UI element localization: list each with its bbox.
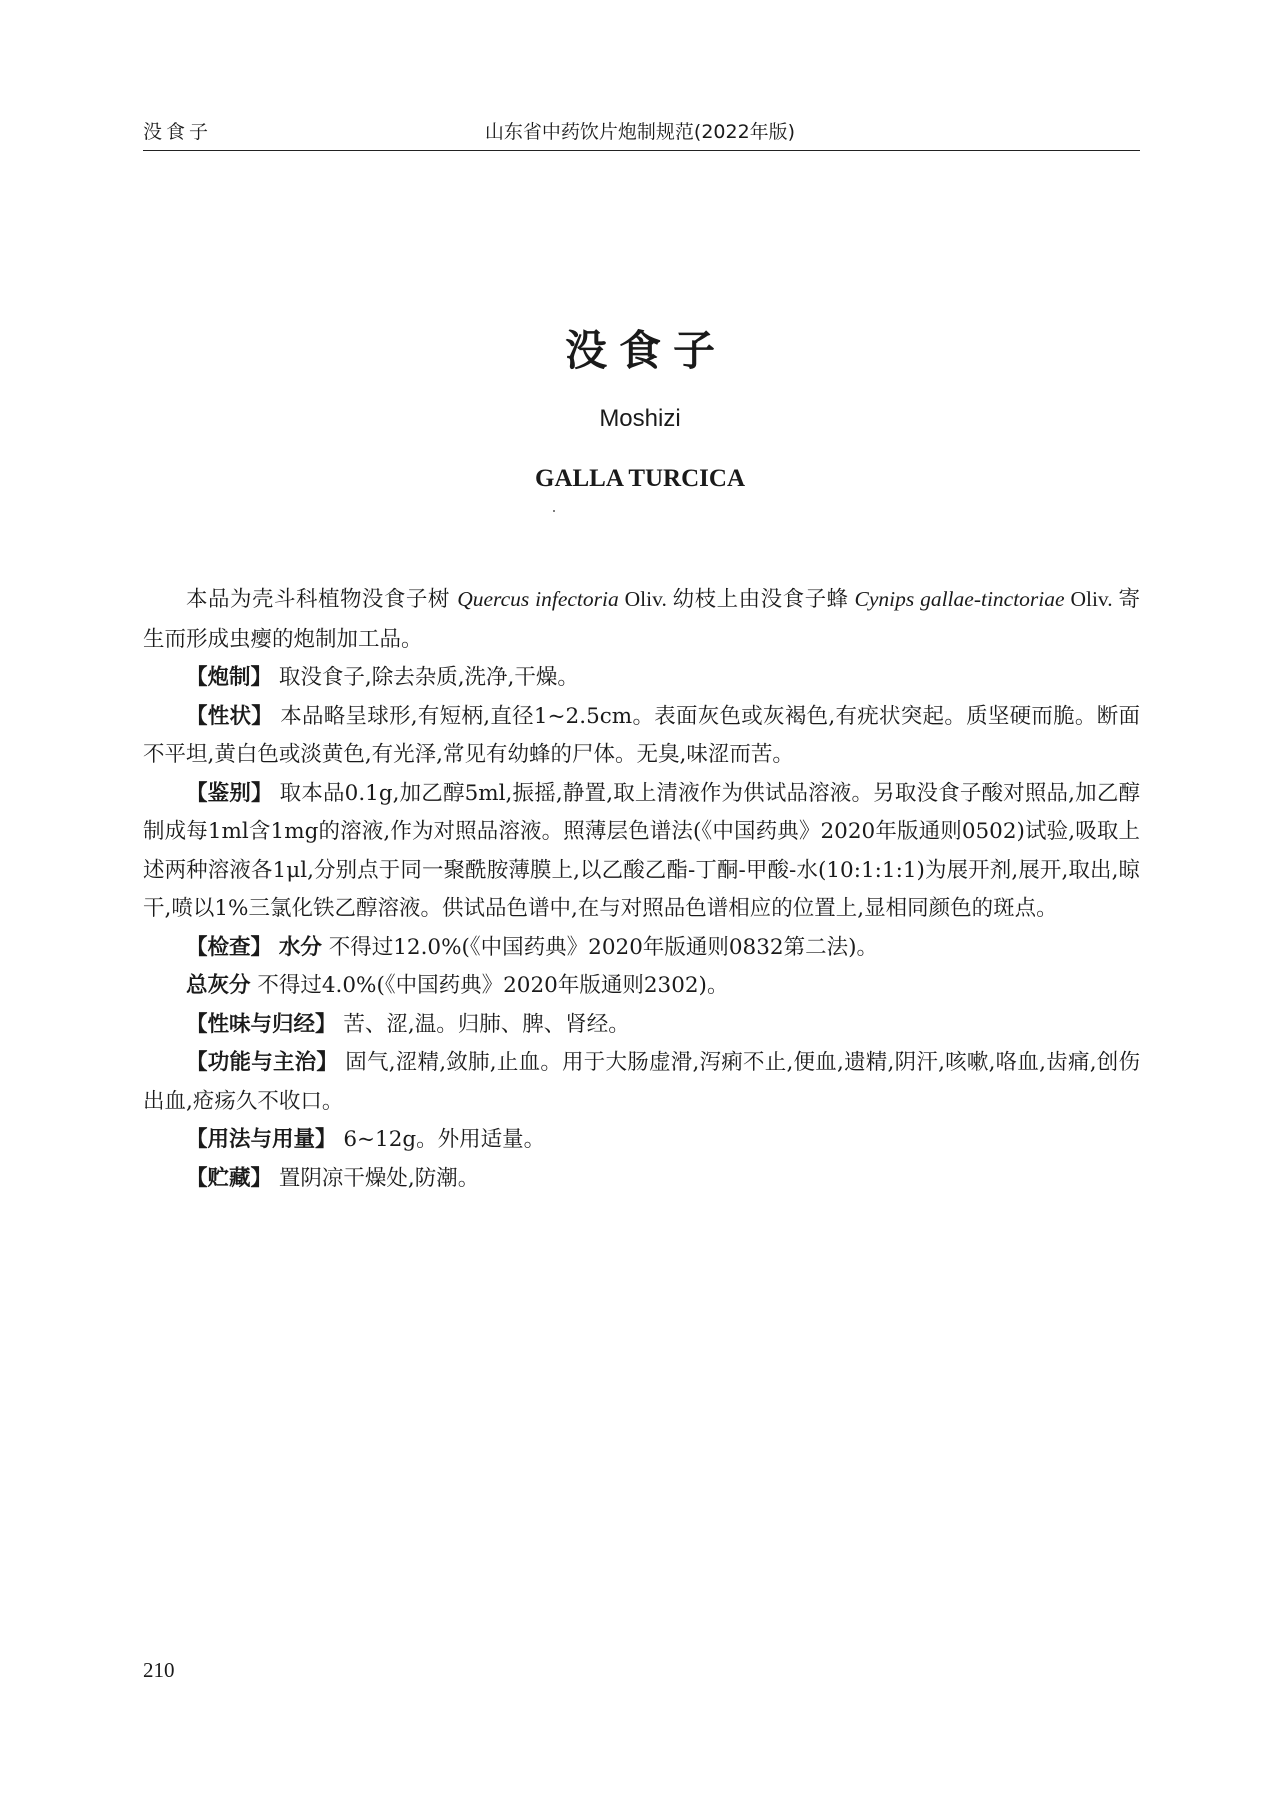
section-text: 取没食子,除去杂质,洗净,干燥。 (278, 665, 579, 690)
intro-text-2: Oliv. 幼枝上由没食子蜂 (618, 587, 855, 611)
section-jiancha-ash (143, 967, 1140, 1006)
section-label: 【检查】 (186, 934, 273, 960)
section-zhucang (143, 1160, 1140, 1199)
running-head-left: 没食子 (143, 121, 213, 143)
subsection-label: 总灰分 (186, 973, 251, 998)
section-label: 【炮制】 (186, 665, 273, 690)
section-label: 【功能与主治】 (186, 1050, 339, 1075)
latin-drug-name: GALLA TURCICA (535, 465, 745, 492)
page-number: 210 (143, 1658, 175, 1682)
section-yongfa (143, 1121, 1140, 1160)
section-text: 置阴凉干燥处,防潮。 (278, 1165, 480, 1191)
section-label: 【性状】 (186, 703, 274, 729)
intro-text-3: Oliv. 寄生而形成虫瘿的炮制加工品。 (143, 587, 1141, 651)
intro-paragraph (143, 580, 1140, 659)
section-label: 【鉴别】 (186, 780, 273, 806)
intro-text-1: 本品为壳斗科植物没食子树 (186, 587, 458, 612)
subsection-label: 水分 (278, 934, 322, 960)
section-jianbie (143, 775, 1140, 929)
section-gongneng (143, 1044, 1140, 1121)
pinyin-name: Moshizi (599, 405, 681, 432)
running-head-title: 山东省中药饮片炮制规范(2022年版) (484, 121, 796, 143)
section-text: 本品略呈球形,有短柄,直径1~2.5cm。表面灰色或灰褐色,有疣状突起。质坚硬而脆。断面不平坦,黄白色或淡黄色,有光泽,常见有幼蜂的尸体。无臭,味涩而苦。 (143, 703, 1140, 767)
section-label: 【用法与用量】 (186, 1127, 337, 1152)
monograph-title: 没食子 (564, 326, 727, 375)
section-label: 【性味与归经】 (186, 1011, 337, 1037)
section-text: 取本品0.1g,加乙醇5ml,振摇,静置,取上清液作为供试品溶液。另取没食子酸对照品,加乙醇制成每1ml含1mg的溶液,作为对照品溶液。照薄层色谱法(《中国药典》2020年版通则0502)试验,吸取上述两种溶液各1μl,分别点于同一聚酰胺薄膜上,以乙酸乙酯-丁酮-甲酸-水(10:1:1:1)为展开剂,展开,取出,晾干,喷以1%三氯化铁乙醇溶液。供试品色谱中,在与对照品色谱相应的位置上,显相同颜色的斑点。 (143, 780, 1140, 921)
section-xingzhuang (143, 698, 1140, 775)
section-xingwei (143, 1006, 1140, 1045)
plant-latin-name: Quercus infectoria (457, 587, 619, 611)
section-label: 【贮藏】 (186, 1165, 273, 1191)
section-paozhi (143, 659, 1140, 698)
speck (553, 510, 555, 512)
section-jiancha (143, 929, 1140, 968)
section-text: 固气,涩精,敛肺,止血。用于大肠虚滑,泻痢不止,便血,遗精,阴汗,咳嗽,咯血,齿痛,创伤出血,疮疡久不收口。 (143, 1050, 1140, 1114)
subsection-text: 不得过12.0%(《中国药典》2020年版通则0832第二法)。 (328, 934, 878, 960)
monograph-body (143, 580, 1140, 1198)
insect-latin-name: Cynips gallae-tinctoriae (854, 587, 1065, 611)
section-text: 苦、涩,温。归肺、脾、肾经。 (343, 1011, 630, 1037)
header-rule (143, 150, 1140, 151)
subsection-text: 不得过4.0%(《中国药典》2020年版通则2302)。 (257, 973, 729, 998)
section-text: 6~12g。外用适量。 (343, 1127, 546, 1152)
